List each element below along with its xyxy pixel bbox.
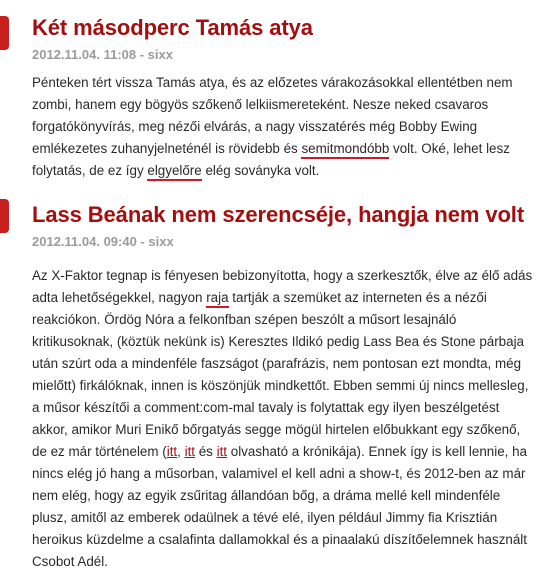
post-title[interactable]: Két másodperc Tamás atya (32, 15, 313, 40)
post-paragraph (32, 265, 537, 573)
text-segment: Az X-Faktor tegnap is fényesen bebizonyította, hogy a szerkesztők, élve az élő adás adta lehetőségekkel, nagyon (32, 268, 533, 305)
source-link[interactable]: itt (216, 444, 228, 459)
text-segment: Pénteken tért vissza Tamás atya, és az előzetes várakozásokkal ellentétben nem zombi, hanem egy bögyös szőkenő lelkiismereteként. Nesze neked csavaros forgatókönyvírás, meg nézői elvárás, a nagy visszatérés még Bobby Ewing emlékezetes zuhanyjelneténél is rövidebb és (32, 75, 513, 156)
post-body (32, 72, 537, 182)
post-accent-bar (0, 199, 9, 233)
post-body (32, 265, 537, 573)
text-segment: és (195, 444, 217, 459)
text-segment: olvasható a krónikája). Ennek így is kell lennie, ha nincs elég jó hang a műsorban, valamivel el kell adni a show-t, és 2012-ben az már nem elég, hogy az egyik zsűritag állandóan bőg, a dráma mellé kell mindenféle plusz, amitől az emberek odaülnek a tévé elé, ilyen például Jimmy fia Krisztián heroikus küzdelme a csalafinta dallamokkal és a pinaalakú díszítőelemnek használt Csobot Adél. (32, 444, 527, 569)
post-meta: 2012.11.04. 09:40 - sixx (32, 234, 174, 249)
post-title[interactable]: Lass Beának nem szerencséje, hangja nem volt (32, 202, 525, 227)
text-segment: elég soványka volt. (201, 163, 320, 178)
spell-error-underline: raja (206, 290, 228, 308)
text-segment: , (177, 444, 185, 459)
post-meta: 2012.11.04. 11:08 - sixx (32, 47, 173, 62)
source-link[interactable]: itt (166, 444, 178, 459)
source-link[interactable]: itt (184, 444, 196, 459)
post-paragraph (32, 72, 537, 182)
post-accent-bar (0, 16, 9, 50)
spell-error-underline: semitmondóbb (301, 141, 389, 159)
spell-error-underline: elgyelőre (147, 163, 201, 181)
text-segment: volt. Oké, lehet lesz folytatás, de ez így (32, 141, 510, 178)
text-segment: tartják a szemüket az interneten és a nézői reakciókon. Ördög Nóra a felkonfban szépen beszólt a műsort lesajnáló kritikusoknak, (köztük nekünk is) Keresztes Ildikó pedig Lass Bea és Stone párbaja után szúrt oda a mindenféle faszságot (parafrázis, nem pontosan ezt mondta, még mielőtt) firkálóknak, innen is köszönjük mindkettőt. Ebben semmi új nincs mellesleg, a műsor készítői a comment:com-mal tavaly is folytattak egy ilyen beszélgetést akkor, amikor Muri Enikő bőrgatyás segge mögül hirtelen előbukkant egy szőkenő, de ez már történelem ( (32, 290, 529, 459)
